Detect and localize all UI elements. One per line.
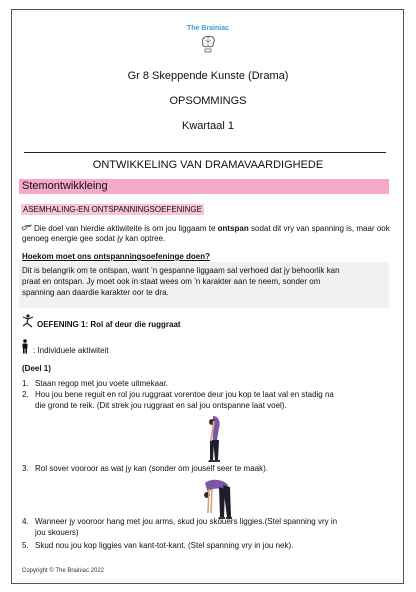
step-4-text-cont: jou skouers) [35, 528, 79, 537]
page-subtitle: OPSOMMINGS [169, 95, 247, 107]
step-5-number: 5. [22, 541, 29, 550]
activity-mode: : Individuele aktiwiteit [33, 346, 109, 355]
answer-line-2: praat en ontspan. Jy moet ook in staat wees om ’n karakter aan te neem, sonder om [22, 277, 321, 286]
step-3-text: Rol sover vooroor as wat jy kan (sonder om jouself seer te maak). [35, 464, 268, 473]
section-title: ONTWIKKELING VAN DRAMAVAARDIGHEDE [92, 159, 324, 171]
pose-figure-forward-fold [199, 475, 243, 519]
step-1-number: 1. [22, 379, 29, 388]
divider [24, 152, 386, 153]
yoga-pose-icon [20, 313, 35, 329]
question-heading: Hoekom moet ons ontspanningsoefeninge doen? [22, 252, 211, 261]
step-3-number: 3. [22, 464, 29, 473]
brand-name: The Brainiac [186, 25, 229, 32]
brain-logo-icon [199, 34, 217, 54]
step-4-number: 4. [22, 517, 29, 526]
step-2-number: 2. [22, 390, 29, 399]
answer-line-3: spanning aan daardie karakter oor te dra. [22, 288, 169, 297]
pose-figure-bent [196, 413, 230, 463]
subtopic-label: ASEMHALING-EN ONTSPANNINGSOEFENINGE [23, 205, 202, 214]
intro-text: Die doel van hierdie aktiwiteite is om jou liggaam te ontspan sodat dit vry van spanning is, maar ook genoeg energie gee sodat jy kan optree. [22, 224, 390, 243]
term-label: Kwartaal 1 [182, 120, 234, 132]
topic-label: Stemontwikkleing [22, 180, 108, 192]
topic-bar [19, 179, 389, 194]
step-2-text: Hou jou bene reguit en rol jou ruggraat vorentoe deur jou kop te laat val en stadig na [35, 390, 334, 399]
copyright-text: Copyright © The Brainiac 2022 [22, 568, 105, 574]
person-icon [21, 339, 29, 354]
step-5-text: Skud nou jou kop liggies van kant-tot-kant. (Stel spanning vry in jou nek). [35, 541, 294, 550]
step-1-text: Staan regop met jou voete uitmekaar. [35, 379, 168, 388]
answer-line-1: Dit is belangrik om te ontspan, want ’n gespanne liggaam sal verhoed dat jy behoorlik kan [22, 266, 340, 275]
step-4-text: Wanneer jy vooroor hang met jou arms, skud jou skouers liggies.(Stel spanning vry in [35, 517, 338, 526]
part-label: (Deel 1) [22, 364, 51, 373]
exercise-title: OEFENING 1: Rol af deur die ruggraat [37, 320, 181, 329]
page-title: Gr 8 Skeppende Kunste (Drama) [127, 70, 289, 82]
step-2-text-cont: die grond te reik. (Dit strek jou ruggraat en sal jou ontspanne laat voel). [35, 401, 287, 410]
